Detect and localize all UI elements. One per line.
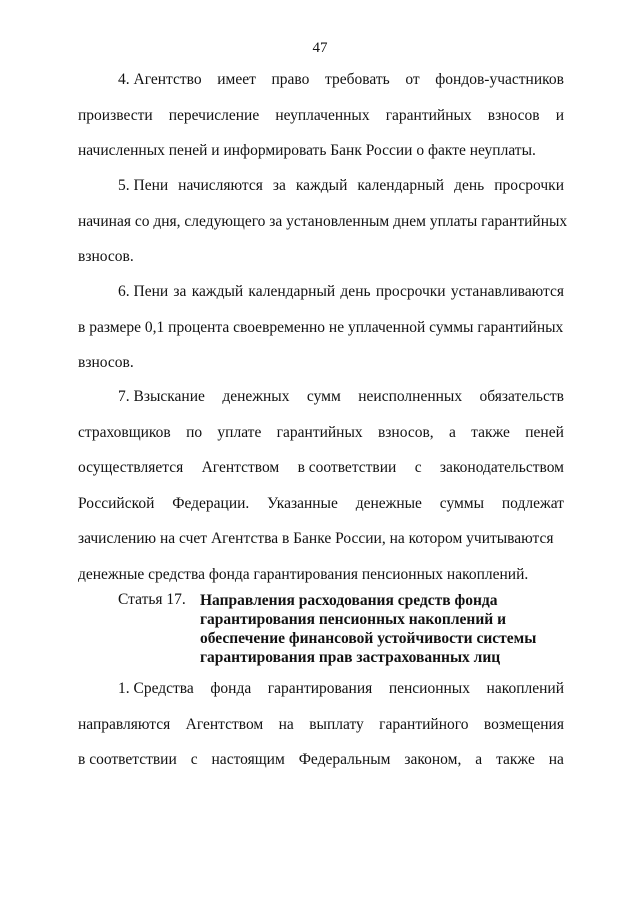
text-line [78,751,564,769]
word: фонда [210,680,252,697]
word: произвести [78,106,153,124]
word: в соответствии [78,751,177,768]
word: каждый [191,283,244,300]
word: направляются [78,715,171,733]
word: настоящим [211,751,285,768]
word: гарантирования [267,680,373,697]
word: законодательством [439,459,564,476]
word: 4. Агентство [118,71,202,88]
word: гарантийного [379,715,469,733]
word: на [548,751,564,768]
word: накоплений [486,680,564,697]
word: 7. Взыскание [118,388,205,405]
word: неисполненных [358,388,463,405]
word: также [471,423,510,441]
word: подлежат [501,494,564,512]
text-line [118,680,564,698]
word: законом, [404,751,462,768]
article-title-line: гарантирования пенсионных накоплений и [200,611,507,628]
text-line [118,388,564,406]
text-line [118,71,564,89]
word: 6. Пени [118,283,169,300]
word: пеней [525,423,564,441]
word: также [496,751,535,768]
word: за [173,283,187,300]
text-line: денежные средства фонда гарантирования пенсионных накоплений. [78,565,529,583]
article-label: Статья 17. [118,591,186,608]
text-line [78,424,564,442]
word: суммы [439,494,485,512]
word: Федерации. [172,494,250,512]
word: день [454,177,485,194]
word: взносов [487,106,540,124]
word: право [271,71,310,88]
text-line [118,283,564,301]
word: просрочки [375,283,446,300]
text-line [78,107,564,125]
word: календарный [248,283,336,300]
word: 1. Средства [118,680,194,697]
word: гарантийных [385,106,472,124]
text-line: в размере 0,1 процента своевременно не уплаченной суммы гарантийных [78,318,564,336]
word: пенсионных [388,680,470,697]
word: возмещения [483,715,564,733]
text-line [78,716,564,734]
word: на [278,715,294,733]
word: и [555,106,564,124]
text-line: взносов. [78,248,134,265]
word: неуплаченных [275,106,370,124]
word: с [414,459,422,476]
text-line [78,459,564,477]
word: осуществляется [78,459,184,476]
word: в соответствии [297,459,397,476]
word: Указанные [267,494,338,512]
word: уплате [217,423,262,441]
word: с [190,751,198,768]
word: взносов, [377,423,434,441]
text-line [78,495,564,513]
word: фондов-участников [435,71,564,88]
word: Агентством [201,459,280,476]
article-title-line: гарантирования прав застрахованных лиц [200,649,501,666]
word: по [186,423,203,441]
word: обязательств [479,388,564,405]
word: день [340,283,371,300]
word: Российской [78,494,155,512]
word: просрочки [494,177,564,194]
word: от [405,71,420,88]
word: устанавливаются [450,283,564,300]
article-title-line: Направления расходования средств фонда [200,592,498,609]
word: перечисление [168,106,260,124]
word: календарный [357,177,445,194]
word: а [475,751,483,768]
text-line: зачислению на счет Агентства в Банке России, на котором учитываются [78,530,554,547]
page-number: 47 [312,40,328,56]
word: Агентством [185,715,264,733]
article-title [200,591,540,667]
word: сумм [306,388,341,405]
text-line [118,177,564,195]
word: каждый [295,177,348,194]
word: Федеральным [298,751,391,768]
word: за [272,177,286,194]
word: выплату [309,715,364,733]
word: имеет [217,71,256,88]
word: 5. Пени [118,177,169,194]
text-line: начиная со дня, следующего за установленным днем уплаты гарантийных [78,212,568,230]
word: а [448,423,456,441]
word: денежных [222,388,290,405]
word: гарантийных [276,423,363,441]
article-title-line: обеспечение финансовой устойчивости системы [200,630,537,647]
word: страховщиков [78,423,171,441]
word: начисляются [178,177,263,194]
text-line: начисленных пеней и информировать Банк России о факте неуплаты. [78,142,536,159]
word: требовать [325,71,390,88]
text-line: взносов. [78,354,134,371]
word: денежные [355,494,422,512]
